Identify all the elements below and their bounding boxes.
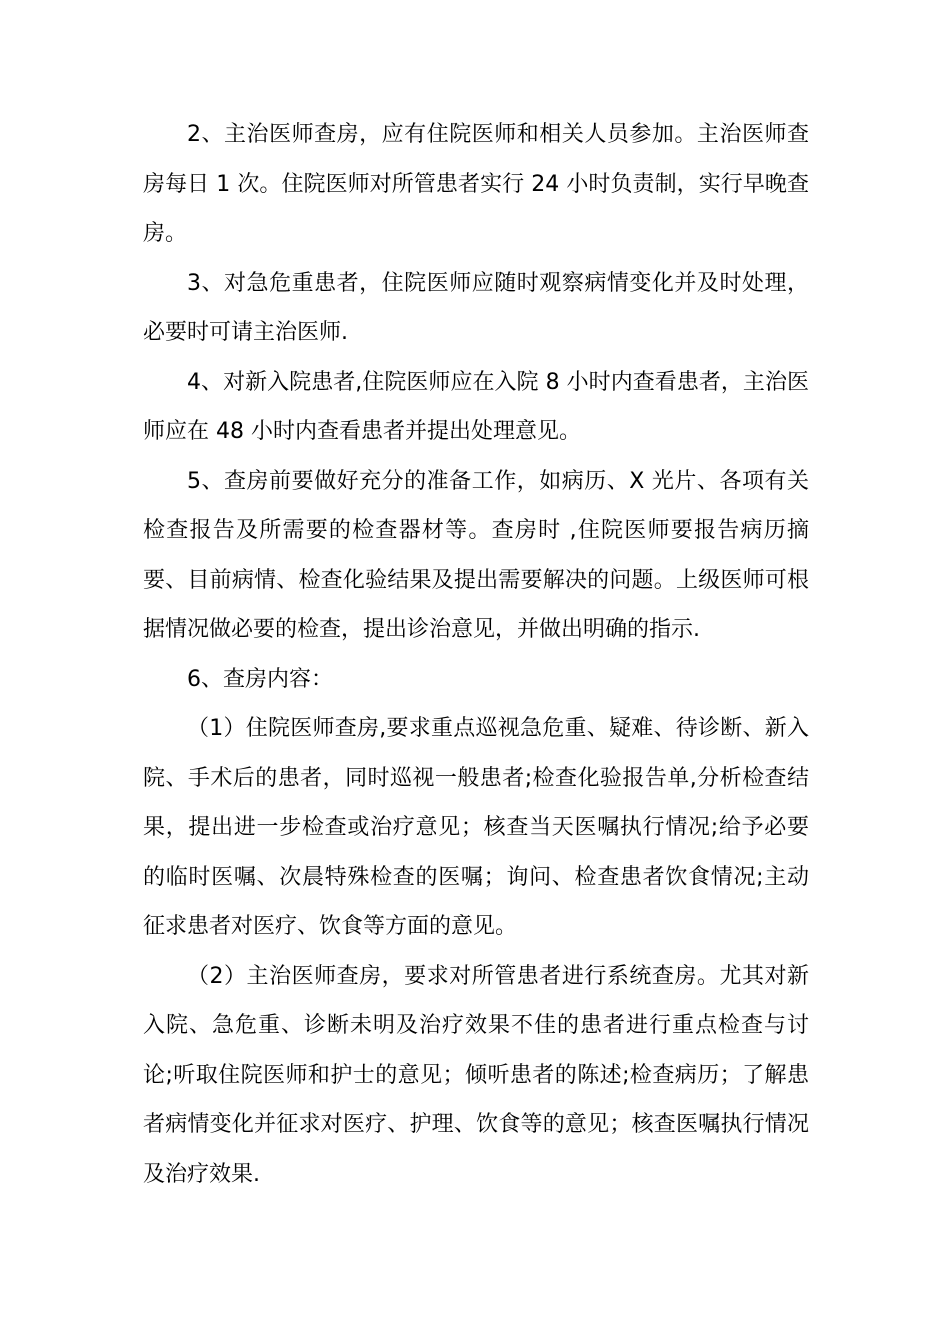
- document-body: [143, 110, 809, 1199]
- paragraph-item-2: 2、主治医师查房，应有住院医师和相关人员参加。主治医师查房每日 1 次。住院医师对所管患者实行 24 小时负责制，实行早晚查房。: [143, 122, 809, 246]
- paragraph-item-3: 3、对急危重患者，住院医师应随时观察病情变化并及时处理，必要时可请主治医师.: [143, 270, 809, 345]
- paragraph-item-4: 4、对新入院患者,住院医师应在入院 8 小时内查看患者，主治医师应在 48 小时内查看患者并提出处理意见。: [143, 369, 809, 444]
- paragraph-subitem-2: （2）主治医师查房，要求对所管患者进行系统查房。尤其对新入院、急危重、诊断未明及治疗效果不佳的患者进行重点检查与讨论;听取住院医师和护士的意见；倾听患者的陈述;检查病历；了解患者病情变化并征求对医疗、护理、饮食等的意见；核查医嘱执行情况及治疗效果.: [143, 963, 809, 1187]
- paragraph-subitem-1: （1）住院医师查房,要求重点巡视急危重、疑难、待诊断、新入院、手术后的患者，同时巡视一般患者;检查化验报告单,分析检查结果，提出进一步检查或治疗意见；核查当天医嘱执行情况;给予必要的临时医嘱、次晨特殊检查的医嘱；询问、检查患者饮食情况;主动征求患者对医疗、饮食等方面的意见。: [143, 716, 809, 939]
- paragraph-item-5: 5、查房前要做好充分的准备工作，如病历、X 光片、各项有关检查报告及所需要的检查器材等。查房时 ,住院医师要报告病历摘要、目前病情、检查化验结果及提出需要解决的问题。上级医师可根据情况做必要的检查，提出诊治意见，并做出明确的指示.: [143, 468, 809, 642]
- paragraph-item-6-heading: 6、查房内容：: [187, 666, 333, 692]
